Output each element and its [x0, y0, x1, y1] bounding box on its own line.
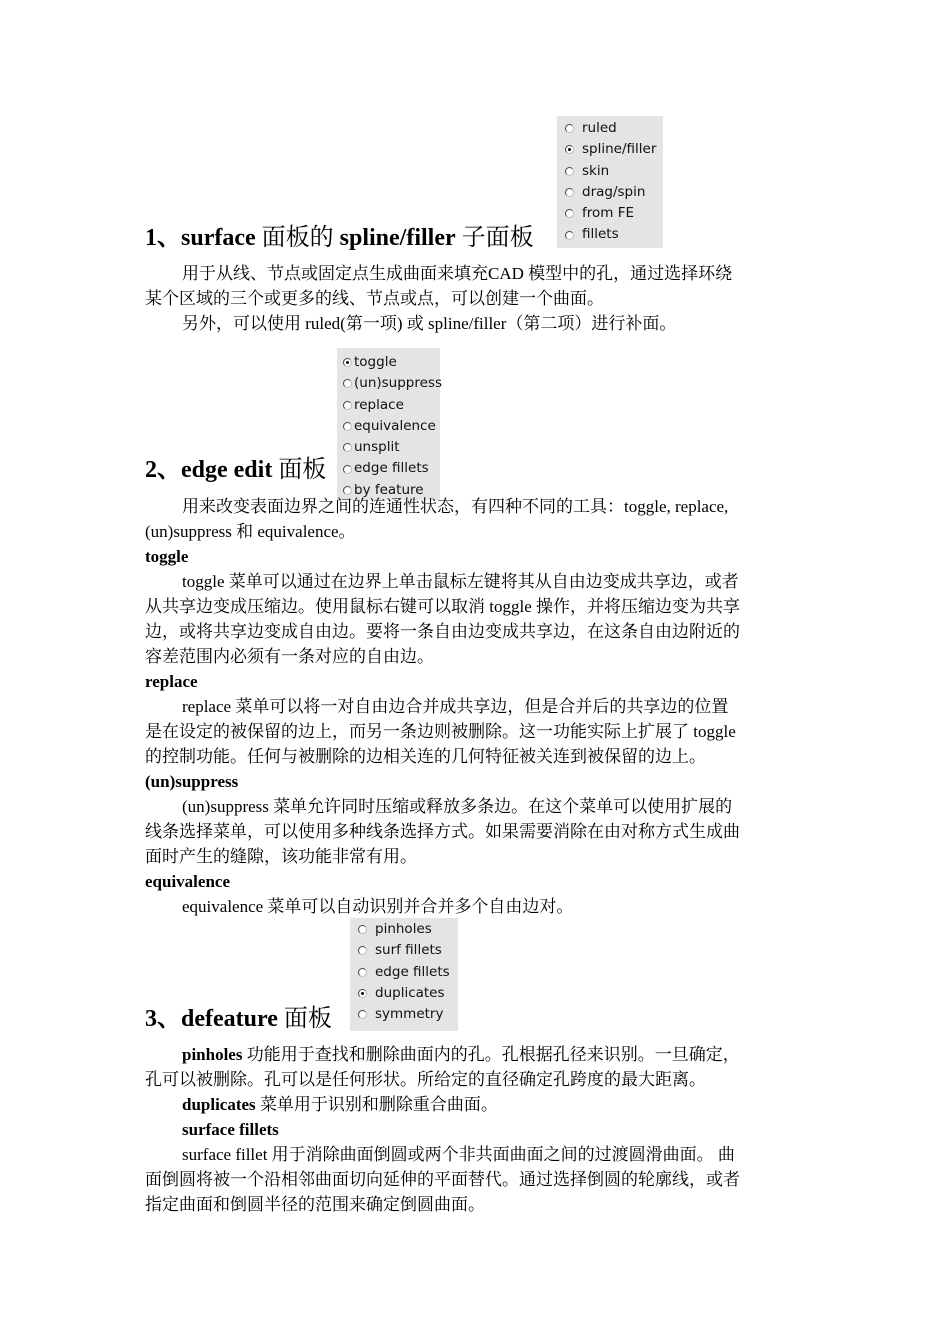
radio-button-icon[interactable] — [358, 925, 367, 934]
paragraph-line: 某个区域的三个或更多的线、节点或点，可以创建一个曲面。 — [145, 289, 604, 308]
paragraph-line: 指定曲面和倒圆半径的范围来确定倒圆曲面。 — [145, 1195, 485, 1214]
heading-text: 面板的 — [255, 225, 340, 251]
heading-term: spline/filler — [339, 225, 456, 251]
radio-label: toggle — [354, 354, 397, 370]
paragraph-line: 线条选择菜单，可以使用多种线条选择方式。如果需要消除在由对称方式生成曲 — [145, 822, 740, 841]
defeature-radio-menu — [350, 918, 458, 1031]
paragraph-line: (un)suppress 菜单允许同时压缩或释放多条边。在这个菜单可以使用扩展的 — [182, 797, 733, 816]
term-pinholes: pinholes — [182, 1045, 243, 1064]
paragraph-text: 菜单用于识别和删除重合曲面。 — [255, 1095, 498, 1114]
radio-label: drag/spin — [582, 183, 646, 200]
term-heading-toggle: toggle — [145, 547, 189, 566]
radio-label: spline/filler — [582, 141, 657, 158]
radio-option-unsplit[interactable] — [341, 437, 436, 458]
paragraph-line: replace 菜单可以将一对自由边合并成共享边，但是合并后的共享边的位置 — [182, 697, 729, 716]
radio-label: equivalence — [354, 417, 436, 434]
paragraph-line: (un)suppress 和 equivalence。 — [145, 522, 356, 541]
radio-button-selected-icon[interactable] — [358, 989, 367, 998]
radio-option-duplicates[interactable] — [354, 983, 454, 1004]
radio-label: edge fillets — [354, 460, 429, 477]
paragraph-line: 孔可以被删除。孔可以是任何形状。所给定的直径确定孔跨度的最大距离。 — [145, 1070, 706, 1089]
radio-label: skin — [582, 162, 610, 179]
radio-button-icon[interactable] — [565, 124, 574, 133]
edge-edit-radio-menu — [337, 348, 443, 500]
radio-label: by feature — [354, 481, 424, 498]
paragraph-line: 边，或将共享边变成自由边。要将一条自由边变成共享边，在这条自由边附近的 — [145, 622, 740, 641]
paragraph-line: 容差范围内必须有一条对应的自由边。 — [145, 647, 434, 666]
term-heading-equivalence: equivalence — [145, 872, 230, 891]
paragraph-line: 的控制功能。任何与被删除的边相关连的几何特征被关连到被保留的边上。 — [145, 747, 706, 766]
term-heading-replace: replace — [145, 672, 198, 691]
heading-term: edge edit — [181, 457, 273, 483]
radio-button-icon[interactable] — [565, 231, 574, 240]
paragraph-line: 面时产生的缝隙，该功能非常有用。 — [145, 847, 417, 866]
radio-button-selected-icon[interactable] — [565, 145, 574, 154]
radio-option-ruled[interactable] — [561, 118, 659, 139]
radio-button-icon[interactable] — [343, 379, 352, 388]
radio-option-spline-filler[interactable] — [561, 139, 659, 160]
radio-button-icon[interactable] — [343, 443, 352, 452]
radio-label: ruled — [582, 120, 617, 136]
paragraph-line: surface fillet 用于消除曲面倒圆或两个非共面曲面之间的过渡圆滑曲面。 曲 — [182, 1145, 735, 1164]
paragraph-line: 用于从线、节点或固定点生成曲面来填充CAD 模型中的孔，通过选择环绕 — [182, 264, 733, 283]
paragraph-line: 是在设定的被保留的边上，而另一条边则被删除。这一功能实际上扩展了 toggle — [145, 722, 736, 741]
radio-option-symmetry[interactable] — [354, 1004, 454, 1025]
radio-option-equivalence[interactable] — [341, 416, 436, 437]
radio-label: unsplit — [354, 439, 400, 456]
heading-number: 3、 — [145, 1006, 181, 1032]
paragraph-line: 另外，可以使用 ruled(第一项) 或 spline/filler（第二项）进行补面。 — [182, 314, 677, 333]
radio-option-unsuppress[interactable] — [341, 373, 443, 394]
radio-label: from FE — [582, 205, 635, 222]
section-heading-surface — [145, 224, 534, 252]
paragraph-line: 用来改变表面边界之间的连通性状态，有四种不同的工具：toggle, replace, — [182, 497, 729, 516]
radio-label: edge fillets — [375, 963, 450, 980]
radio-label: (un)suppress — [354, 375, 443, 392]
paragraph-text: 功能用于查找和删除曲面内的孔。孔根据孔径来识别。一旦确定， — [242, 1045, 740, 1064]
heading-term: defeature — [181, 1006, 278, 1032]
section-heading-edge-edit — [145, 456, 326, 484]
radio-button-icon[interactable] — [343, 465, 352, 474]
radio-option-toggle[interactable] — [341, 352, 436, 373]
radio-option-edge-fillets[interactable] — [354, 962, 454, 983]
heading-text: 子面板 — [455, 225, 534, 251]
radio-button-icon[interactable] — [565, 209, 574, 218]
radio-option-pinholes[interactable] — [354, 919, 454, 940]
term-heading-unsuppress: (un)suppress — [145, 772, 239, 791]
paragraph-line: 面倒圆将被一个沿相邻曲面切向延伸的平面替代。通过选择倒圆的轮廓线，或者 — [145, 1170, 740, 1189]
radio-label: surf fillets — [375, 942, 442, 959]
heading-text: 面板 — [272, 457, 327, 483]
heading-number: 1、 — [145, 225, 181, 251]
surface-type-radio-menu — [557, 116, 663, 248]
radio-option-from-fe[interactable] — [561, 203, 659, 224]
radio-button-icon[interactable] — [343, 422, 352, 431]
term-heading-surface-fillets: surface fillets — [182, 1120, 279, 1139]
heading-term: surface — [181, 225, 256, 251]
radio-label: fillets — [582, 226, 619, 243]
radio-button-icon[interactable] — [358, 946, 367, 955]
radio-button-selected-icon[interactable] — [343, 358, 352, 367]
radio-label: pinholes — [375, 921, 432, 937]
radio-button-icon[interactable] — [358, 1010, 367, 1019]
paragraph-line: 从共享边变成压缩边。使用鼠标右键可以取消 toggle 操作，并将压缩边变为共享 — [145, 597, 740, 616]
radio-button-icon[interactable] — [565, 167, 574, 176]
heading-number: 2、 — [145, 457, 181, 483]
paragraph-line-pinholes — [182, 1045, 740, 1065]
radio-option-fillets[interactable] — [561, 224, 659, 245]
radio-option-surf-fillets[interactable] — [354, 940, 454, 961]
radio-label: duplicates — [375, 984, 445, 1001]
radio-button-icon[interactable] — [565, 188, 574, 197]
radio-button-icon[interactable] — [358, 968, 367, 977]
radio-option-replace[interactable] — [341, 395, 436, 416]
term-duplicates: duplicates — [182, 1095, 256, 1114]
radio-button-icon[interactable] — [343, 486, 352, 495]
radio-label: symmetry — [375, 1006, 444, 1023]
radio-option-skin[interactable] — [561, 161, 659, 182]
radio-option-drag-spin[interactable] — [561, 182, 659, 203]
paragraph-line: toggle 菜单可以通过在边界上单击鼠标左键将其从自由边变成共享边，或者 — [182, 572, 739, 591]
paragraph-line-duplicates — [182, 1095, 498, 1115]
radio-button-icon[interactable] — [343, 401, 352, 410]
section-heading-defeature — [145, 1005, 332, 1033]
heading-text: 面板 — [277, 1006, 332, 1032]
radio-option-edge-fillets[interactable] — [341, 458, 436, 479]
paragraph-line: equivalence 菜单可以自动识别并合并多个自由边对。 — [182, 897, 574, 916]
radio-label: replace — [354, 396, 404, 413]
